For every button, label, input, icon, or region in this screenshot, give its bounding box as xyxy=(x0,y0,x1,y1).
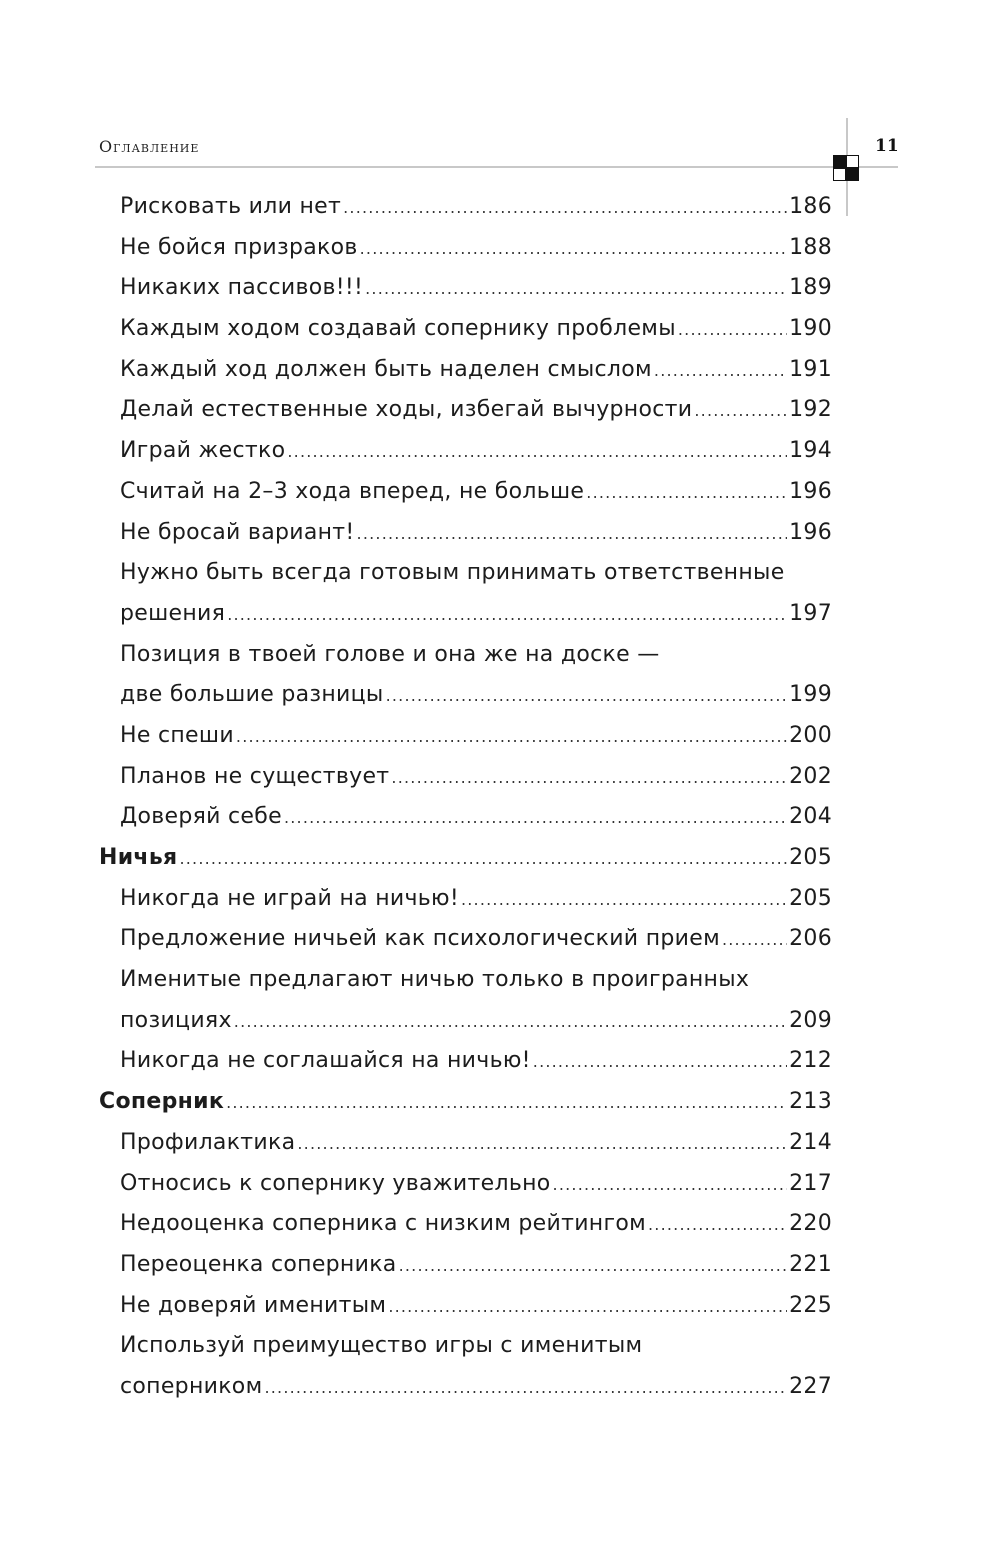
dot-leader xyxy=(287,432,787,473)
table-of-contents xyxy=(99,187,832,1408)
toc-entry-title: Позиция в твоей голове и она же на доске — xyxy=(120,641,660,667)
dot-leader xyxy=(648,1205,787,1246)
dot-leader xyxy=(386,676,788,717)
page-number: 11 xyxy=(875,136,899,156)
toc-entry-title: Переоценка соперника xyxy=(120,1251,397,1277)
toc-entry xyxy=(99,472,832,513)
toc-entry-title: Именитые предлагают ничью только в проигранных xyxy=(120,967,750,993)
dot-leader xyxy=(343,188,787,229)
toc-entry-title: Планов не существует xyxy=(120,763,390,789)
toc-entry-title: Делай естественные ходы, избегай вычурности xyxy=(120,397,693,423)
toc-entry-title: Каждым ходом создавай сопернику проблемы xyxy=(120,316,676,342)
dot-leader xyxy=(391,758,787,799)
toc-entry-title: Никаких пассивов!!! xyxy=(120,275,364,301)
toc-entry-title: Ничья xyxy=(99,845,178,870)
toc-entry xyxy=(99,513,832,554)
dot-leader xyxy=(234,1002,787,1043)
toc-entry-title: Используй преимущество игры с именитым xyxy=(120,1333,643,1359)
toc-entry xyxy=(99,1001,832,1042)
dot-leader xyxy=(553,1165,788,1206)
toc-entry xyxy=(99,187,832,228)
toc-entry-title: Каждый ход должен быть наделен смыслом xyxy=(120,356,652,382)
toc-entry-title: Рисковать или нет xyxy=(120,194,342,219)
toc-entry-page: 204 xyxy=(789,804,832,830)
dot-leader xyxy=(236,717,787,758)
toc-entry xyxy=(99,675,832,716)
toc-entry xyxy=(99,919,832,960)
toc-entry-page: 202 xyxy=(789,763,832,789)
toc-entry-page: 206 xyxy=(789,926,832,952)
dot-leader xyxy=(264,1368,787,1409)
dot-leader xyxy=(654,351,787,392)
dot-leader xyxy=(360,229,787,270)
toc-entry-page: 212 xyxy=(789,1048,832,1074)
dot-leader xyxy=(461,880,787,921)
toc-entry-page: 194 xyxy=(789,438,832,464)
toc-entry xyxy=(99,350,832,391)
chessboard-square xyxy=(833,155,846,168)
dot-leader xyxy=(284,798,787,839)
toc-entry xyxy=(99,1041,832,1082)
toc-entry-title: Нужно быть всегда готовым принимать ответственные xyxy=(120,560,785,586)
dot-leader xyxy=(388,1287,787,1328)
toc-entry xyxy=(99,1286,832,1327)
dot-leader xyxy=(297,1124,787,1165)
dot-leader xyxy=(227,595,787,636)
header-rule xyxy=(95,166,898,168)
toc-entry xyxy=(99,1367,832,1408)
toc-entry-title: Относись к сопернику уважительно xyxy=(120,1170,551,1196)
toc-entry xyxy=(99,309,832,350)
toc-entry-title: Не бросай вариант! xyxy=(120,519,355,545)
toc-entry-title: Считай на 2–3 хода вперед, не больше xyxy=(120,478,585,504)
toc-entry-page: 205 xyxy=(789,845,832,870)
toc-entry xyxy=(99,635,832,676)
toc-entry-title: Не спеши xyxy=(120,722,234,748)
toc-chapter-entry xyxy=(99,838,832,879)
toc-entry xyxy=(99,1164,832,1205)
dot-leader xyxy=(226,1083,787,1124)
toc-entry xyxy=(99,1204,832,1245)
dot-leader xyxy=(678,310,787,351)
toc-entry-title: решения xyxy=(120,600,226,626)
toc-entry-page: 214 xyxy=(789,1129,832,1155)
toc-entry-title: Соперник xyxy=(99,1089,225,1115)
chessboard-square xyxy=(833,168,846,181)
toc-entry-title: позициях xyxy=(120,1007,232,1033)
toc-entry-page: 188 xyxy=(789,234,832,260)
toc-entry-page: 220 xyxy=(789,1211,832,1237)
toc-entry-title: Профилактика xyxy=(120,1129,296,1155)
dot-leader xyxy=(722,920,787,961)
chessboard-square xyxy=(846,155,859,168)
toc-entry xyxy=(99,879,832,920)
toc-entry-page: 196 xyxy=(789,478,832,504)
toc-entry-page: 217 xyxy=(789,1170,832,1196)
toc-entry-page: 189 xyxy=(789,275,832,301)
dot-leader xyxy=(179,839,787,880)
toc-entry-title: Доверяй себе xyxy=(120,804,282,830)
toc-entry-page: 205 xyxy=(789,885,832,911)
toc-entry-title: Недооценка соперника с низким рейтингом xyxy=(120,1211,647,1237)
toc-entry-page: 190 xyxy=(789,316,832,342)
toc-entry-page: 221 xyxy=(789,1251,832,1277)
toc-entry xyxy=(99,1245,832,1286)
toc-entry xyxy=(99,960,832,1001)
toc-entry-page: 209 xyxy=(789,1007,832,1033)
toc-entry-title: две большие разницы xyxy=(120,682,384,708)
toc-entry-page: 196 xyxy=(789,519,832,545)
toc-entry xyxy=(99,228,832,269)
dot-leader xyxy=(357,514,788,555)
chessboard-square xyxy=(846,168,859,181)
toc-entry-page: 191 xyxy=(789,356,832,382)
toc-entry xyxy=(99,431,832,472)
toc-entry xyxy=(99,757,832,798)
dot-leader xyxy=(586,473,787,514)
dot-leader xyxy=(694,391,787,432)
toc-entry-page: 197 xyxy=(789,600,832,626)
toc-entry xyxy=(99,268,832,309)
toc-entry xyxy=(99,1123,832,1164)
toc-entry-page: 213 xyxy=(789,1089,832,1115)
toc-entry-page: 200 xyxy=(789,722,832,748)
toc-entry xyxy=(99,553,832,594)
running-head-title: Оглавление xyxy=(99,137,200,156)
toc-entry-page: 186 xyxy=(789,194,832,219)
toc-entry-title: Не доверяй именитым xyxy=(120,1292,387,1318)
toc-entry xyxy=(99,594,832,635)
dot-leader xyxy=(533,1042,787,1083)
toc-entry-title: Предложение ничьей как психологический прием xyxy=(120,926,720,952)
toc-entry xyxy=(99,797,832,838)
toc-entry-title: Не бойся призраков xyxy=(120,234,358,260)
toc-entry-title: Играй жестко xyxy=(120,438,286,464)
toc-chapter-entry xyxy=(99,1082,832,1123)
toc-entry xyxy=(99,390,832,431)
toc-entry-title: Никогда не играй на ничью! xyxy=(120,885,459,911)
dot-leader xyxy=(399,1246,788,1287)
toc-entry-page: 199 xyxy=(789,682,832,708)
toc-entry xyxy=(99,716,832,757)
toc-entry-page: 227 xyxy=(789,1373,832,1399)
toc-entry xyxy=(99,1326,832,1367)
toc-entry-page: 225 xyxy=(789,1292,832,1318)
toc-entry-title: соперником xyxy=(120,1373,263,1399)
toc-entry-title: Никогда не соглашайся на ничью! xyxy=(120,1048,531,1074)
toc-entry-page: 192 xyxy=(789,397,832,423)
chessboard-icon xyxy=(833,155,859,181)
dot-leader xyxy=(365,269,787,310)
